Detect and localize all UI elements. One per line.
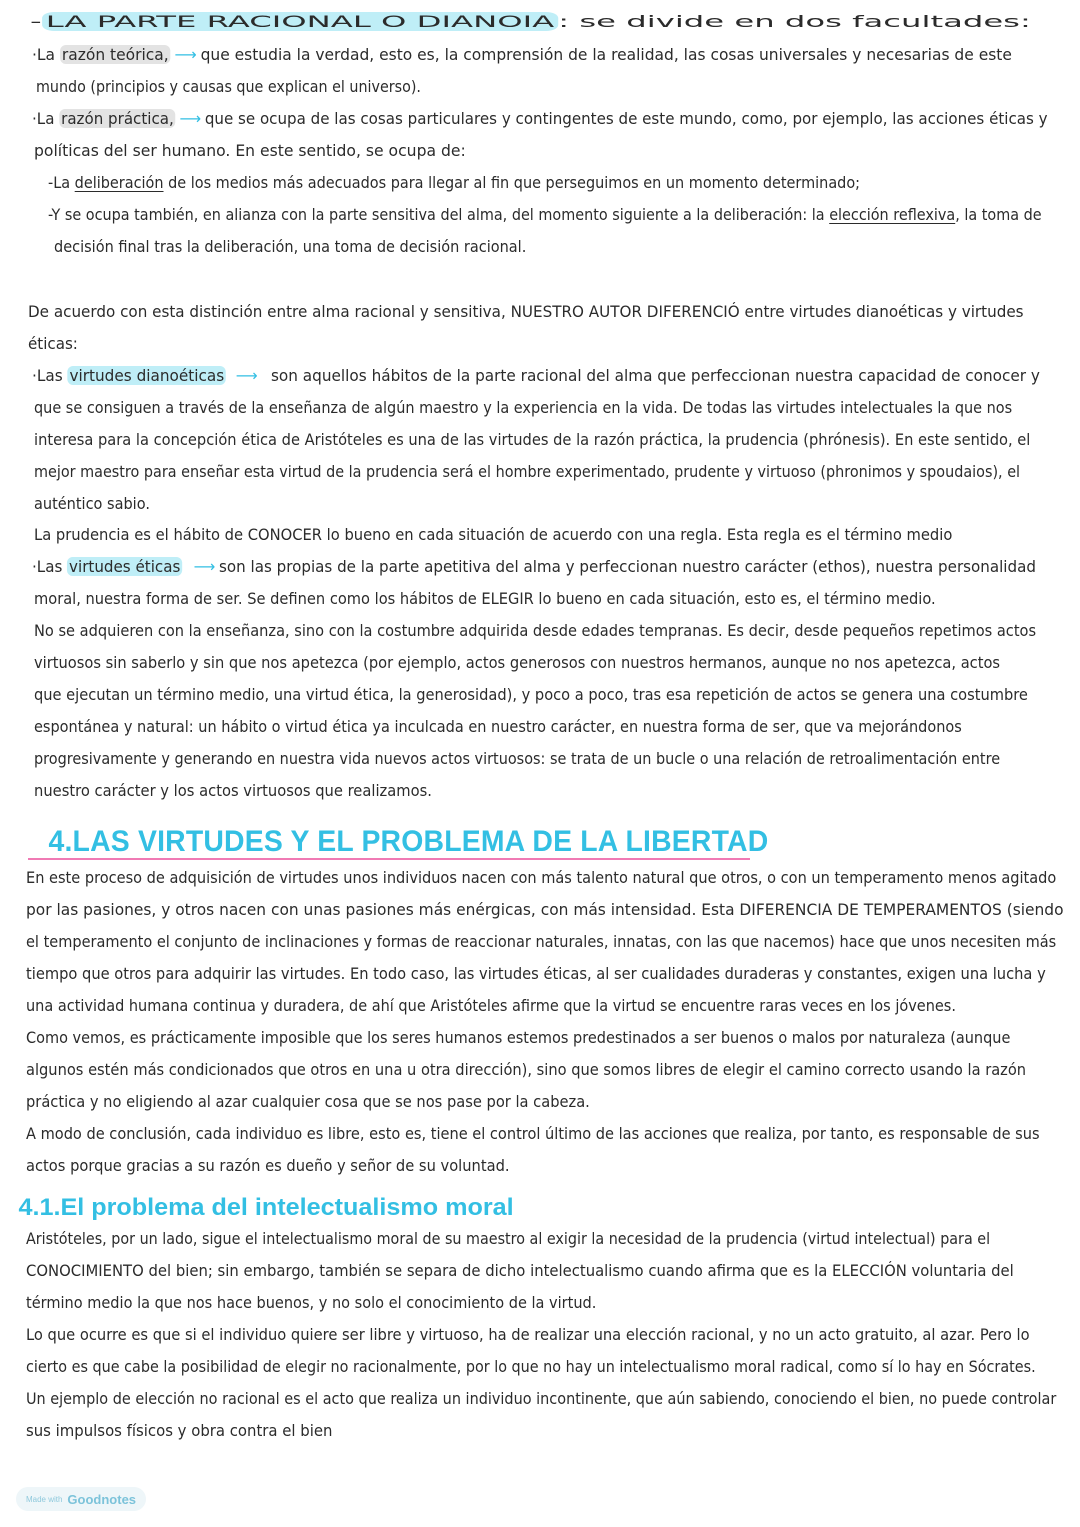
section1-heading-highlight: LA PARTE RACIONAL O DIANOIA	[42, 12, 559, 31]
dianoeticas-line2: que se consiguen a través de la enseñanza de algún maestro y la experiencia en la vida. De todas las virtudes intelectuales la que nos	[34, 398, 1013, 417]
arrow-right-icon: ⟶	[193, 557, 216, 576]
section1-heading	[30, 11, 1031, 33]
eticas-line5: que ejecutan un término medio, una virtud ética, la generosidad), y poco a poco, tras esa repetición de actos se genera una costumbre	[34, 685, 1028, 704]
deliberacion-post: de los medios más adecuados para llegar al fin que perseguimos en un momento determinado;	[163, 173, 861, 192]
s3-p2-line1: Como vemos, es prácticamente imposible que los seres humanos estemos predestinados a ser buenos o malos por naturaleza (aunque	[26, 1028, 1011, 1047]
s3-p1-line2: por las pasiones, y otros nacen con unas pasiones más enérgicas, con más intensidad. Esta DIFERENCIA DE TEMPERAMENTOS (siendo	[26, 900, 1064, 919]
practica-line1	[32, 108, 1048, 130]
intro-line1: De acuerdo con esta distinción entre alma racional y sensitiva, NUESTRO AUTOR DIFERENCIÓ entre virtudes dianoéticas y virtudes	[28, 302, 1024, 321]
eticas-line3: No se adquieren con la enseñanza, sino con la costumbre adquirida desde edades tempranas. Es decir, desde pequeños repetimos actos	[34, 621, 1037, 640]
intro-line2: éticas:	[28, 334, 78, 353]
eticas-line6: espontánea y natural: un hábito o virtud ética ya inculcada en nuestro carácter, en nuestra forma de ser, que va mejorándonos	[34, 717, 962, 736]
practica-prefix: ·La	[32, 109, 60, 128]
dianoeticas-highlight: virtudes dianoéticas	[69, 366, 225, 385]
eticas-line7: progresivamente y generando en nuestra vida nuevos actos virtuosos: se trata de un bucle o una relación de retroalimentación entre	[34, 749, 1001, 768]
teorica-prefix: ·La	[32, 45, 60, 64]
s3-p2-line2: algunos estén más condicionados que otros en una u otra dirección), sino que somos libres de elegir el camino correcto usando la razón	[26, 1060, 1027, 1079]
eticas-text: son las propias de la parte apetitiva del alma y perfeccionan nuestro carácter (ethos), nuestra personalidad	[219, 557, 1036, 576]
s4-p1-line1: Aristóteles, por un lado, sigue el intelectualismo moral de su maestro al exigir la necesidad de la prudencia (virtud intelectual) para el	[26, 1229, 991, 1248]
teorica-text: que estudia la verdad, esto es, la comprensión de la realidad, las cosas universales y necesarias de este	[200, 45, 1012, 64]
eticas-prefix: ·Las	[32, 557, 68, 576]
made-with-label: Made with	[25, 1494, 63, 1504]
section3-title: 4.LAS VIRTUDES Y EL PROBLEMA DE LA LIBERTAD	[48, 825, 769, 858]
eleccion-line2: decisión final tras la deliberación, una toma de decisión racional.	[54, 237, 527, 256]
dianoeticas-line3: interesa para la concepción ética de Aristóteles es una de las virtudes de la razón práctica, la prudencia (phrónesis). En este sentido, el	[34, 430, 1031, 449]
deliberacion-term: deliberación	[74, 173, 164, 192]
made-with-goodnotes-badge	[16, 1487, 146, 1511]
arrow-right-icon: ⟶	[235, 366, 258, 385]
s3-p1-line1: En este proceso de adquisición de virtudes unos individuos nacen con más talento natural que otros, o con un temperamento menos agitado	[26, 868, 1057, 887]
dianoeticas-text: son aquellos hábitos de la parte racional del alma que perfeccionan nuestra capacidad de conocer y	[270, 366, 1040, 385]
eticas-line2: moral, nuestra forma de ser. Se definen como los hábitos de ELEGIR lo bueno en cada situación, esto es, el término medio.	[34, 589, 936, 608]
eticas-line8: nuestro carácter y los actos virtuosos que realizamos.	[34, 781, 432, 800]
prudencia-line: La prudencia es el hábito de CONOCER lo bueno en cada situación de acuerdo con una regla. Esta regla es el término medio	[34, 525, 953, 544]
dianoeticas-line1	[32, 365, 1040, 387]
s4-p2-line4: sus impulsos físicos y obra contra el bien	[26, 1421, 333, 1440]
eticas-line1	[32, 556, 1036, 578]
deliberacion-line	[48, 172, 860, 194]
s4-p2-line2: cierto es que cabe la posibilidad de elegir no racionalmente, por lo que no hay un intelectualismo moral radical, como sí lo hay en Sócrates.	[26, 1357, 1036, 1376]
practica-text: que se ocupa de las cosas particulares y contingentes de este mundo, como, por ejemplo, las acciones éticas y	[204, 109, 1048, 128]
teorica-line1	[32, 44, 1012, 66]
eticas-line4: virtuosos sin saberlo y sin que nos apetezca (por ejemplo, actos generosos con nuestros hermanos, aunque no nos apetezca, actos	[34, 653, 1001, 672]
teorica-line2: mundo (principios y causas que explican el universo).	[36, 77, 421, 96]
s3-p1-line4: tiempo que otros para adquirir las virtudes. En todo caso, las virtudes éticas, al ser cualidades duraderas y constantes, exigen una lucha y	[26, 964, 1046, 983]
s4-p1-line2: CONOCIMIENTO del bien; sin embargo, también se separa de dicho intelectualismo cuando afirma que es la ELECCIÓN voluntaria del	[26, 1261, 1014, 1280]
practica-highlight: razón práctica,	[61, 109, 174, 128]
eticas-highlight: virtudes éticas	[69, 557, 181, 576]
dianoeticas-prefix: ·Las	[32, 366, 68, 385]
dianoeticas-line5: auténtico sabio.	[34, 494, 150, 513]
section1-heading-lead: -	[30, 12, 42, 31]
s3-p3-line2: actos porque gracias a su razón es dueño y señor de su voluntad.	[26, 1156, 510, 1175]
s3-p3-line1: A modo de conclusión, cada individuo es libre, esto es, tiene el control último de las acciones que realiza, por tanto, es responsable de sus	[26, 1124, 1040, 1143]
s4-p2-line3: Un ejemplo de elección no racional es el acto que realiza un individuo incontinente, que aún sabiendo, conociendo el bien, no puede controlar	[26, 1389, 1057, 1408]
arrow-right-icon: ⟶	[174, 45, 197, 64]
section1-heading-rest: : se divide en dos facultades:	[558, 12, 1031, 31]
s3-p1-line5: una actividad humana continua y duradera, de ahí que Aristóteles afirme que la virtud se encuentre raras veces en los jóvenes.	[26, 996, 956, 1015]
arrow-right-icon: ⟶	[179, 109, 202, 128]
eleccion-pre: -Y se ocupa también, en alianza con la parte sensitiva del alma, del momento siguiente a la deliberación: la	[48, 205, 830, 224]
deliberacion-pre: -La	[48, 173, 75, 192]
dianoeticas-line4: mejor maestro para enseñar esta virtud de la prudencia será el hombre experimentado, prudente y virtuoso (phronimos y spoudaios), el	[34, 462, 1021, 481]
s4-p2-line1: Lo que ocurre es que si el individuo quiere ser libre y virtuoso, ha de realizar una elección racional, y no un acto gratuito, al azar. Pero lo	[26, 1325, 1030, 1344]
section3-title-underline	[28, 858, 750, 860]
section4-title: 4.1.El problema del intelectualismo moral	[18, 1194, 514, 1221]
practica-line2: políticas del ser humano. En este sentido, se ocupa de:	[34, 141, 466, 160]
eleccion-line1	[48, 204, 1042, 226]
goodnotes-logo: Goodnotes	[67, 1491, 137, 1507]
eleccion-term: elección reflexiva	[829, 205, 956, 224]
s3-p2-line3: práctica y no eligiendo al azar cualquier cosa que se nos pase por la cabeza.	[26, 1092, 590, 1111]
s4-p1-line3: término medio la que nos hace buenos, y no solo el conocimiento de la virtud.	[26, 1293, 597, 1312]
eleccion-post: , la toma de	[955, 205, 1042, 224]
teorica-highlight: razón teórica,	[61, 45, 169, 64]
s3-p1-line3: el temperamento el conjunto de inclinaciones y formas de reaccionar naturales, innatas, con las que nacemos) hace que unos necesiten más	[26, 932, 1057, 951]
